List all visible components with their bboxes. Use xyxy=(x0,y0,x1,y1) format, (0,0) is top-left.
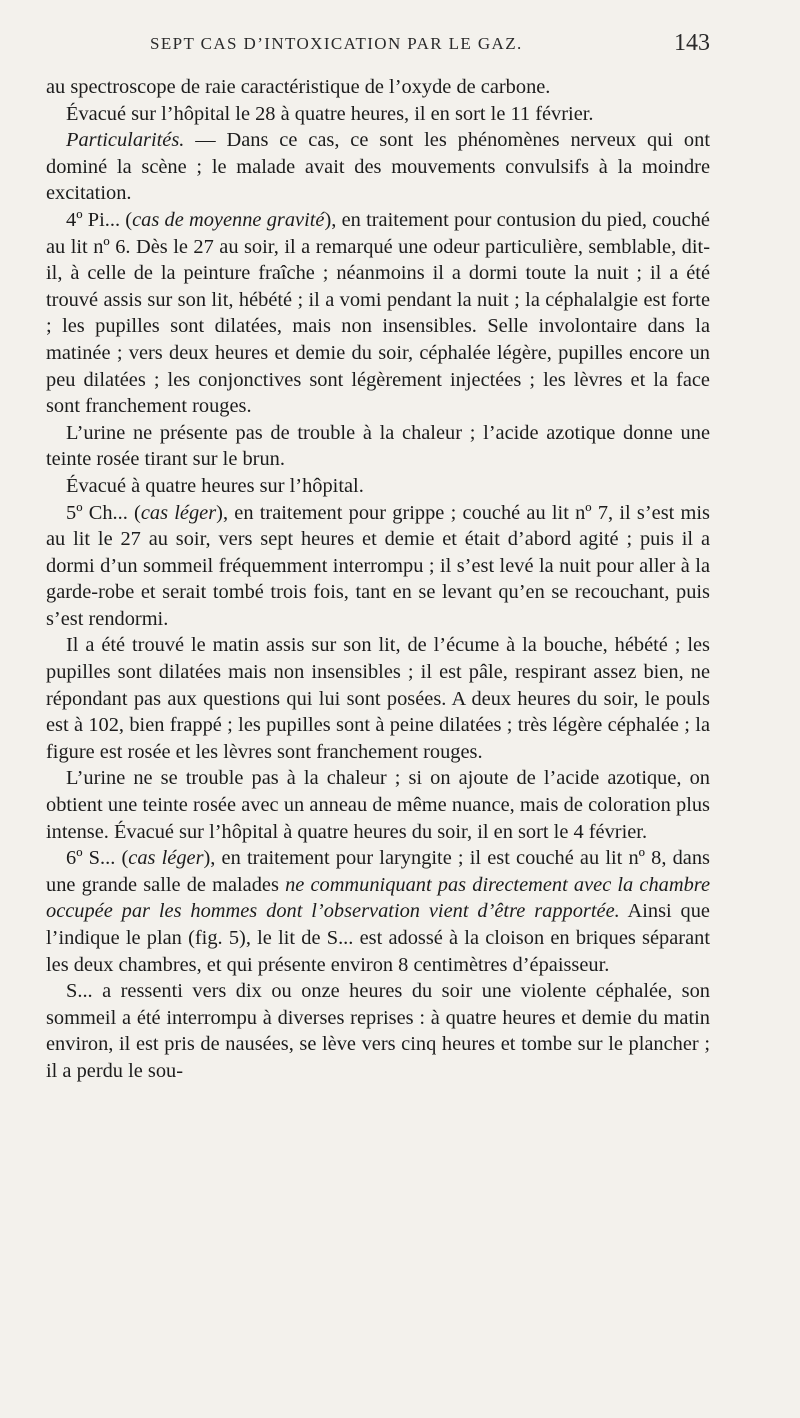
text-run: au spectroscope de raie caractéristique de l’oxyde de carbone. xyxy=(46,76,551,98)
italic-run: Particularités. xyxy=(66,129,185,152)
italic-run: ne communiquant pas directement avec la chambre occupée par les hommes dont l’observation vient d’être rapportée. xyxy=(46,873,710,923)
paragraph xyxy=(46,632,710,765)
text-run: Ainsi que l’indique le plan (fig. 5), le lit de S... est adossé à la cloison en briques séparant les deux chambres, et qui présente environ 8 centimètres d’épaisseur. xyxy=(46,900,710,976)
running-title: SEPT CAS D’INTOXICATION PAR LE GAZ. xyxy=(150,34,523,53)
text-run: Il a été trouvé le matin assis sur son lit, de l’écume à la bouche, hébété ; les pupilles sont dilatées mais non insensibles ; il est pâle, respirant assez bien, ne répondant pas aux questions qui lui sont posées. A deux heures du soir, le pouls est à 102, bien frappé ; les pupilles sont à peine dilatées ; très légère céphalée ; la figure est rosée et les lèvres sont franchement rouges. xyxy=(46,634,710,763)
paragraph xyxy=(46,765,710,845)
paragraph xyxy=(46,978,710,1084)
text-run: L’urine ne se trouble pas à la chaleur ; si on ajoute de l’acide azotique, on obtient une teinte rosée avec un anneau de même nuance, mais de coloration plus intense. Évacué sur l’hôpital à quatre heures du soir, il en sort le 4 février. xyxy=(46,767,710,843)
paragraph xyxy=(46,127,710,207)
italic-run: cas léger xyxy=(140,501,217,524)
text-run: ), en traitement pour laryngite ; il est couché au lit nº 8, dans une grande salle de malades xyxy=(46,847,710,896)
text-run: Évacué sur l’hôpital le 28 à quatre heures, il en sort le 11 février. xyxy=(66,102,594,125)
paragraph xyxy=(46,420,710,473)
page-number: 143 xyxy=(674,30,710,56)
paragraph xyxy=(46,845,710,978)
text-run: — Dans ce cas, ce sont les phénomènes nerveux qui ont dominé la scène ; le malade avait des mouvements convulsifs à la moindre excitation. xyxy=(46,129,710,205)
text-run: 5º Ch... ( xyxy=(66,501,141,524)
text-run: 6º S... ( xyxy=(66,847,129,870)
running-head xyxy=(150,30,710,64)
italic-run: cas de moyenne gravité xyxy=(132,208,325,231)
text-run: ), en traitement pour grippe ; couché au lit nº 7, il s’est mis au lit le 27 au soir, vers sept heures et demie et était d’abord agité ; puis il a dormi d’un sommeil fréquemment interrompu ; il s’est levé la nuit pour aller à la garde-robe et serait tombé trois fois, tant en se levant qu’en se recouchant, puis s’est rendormi. xyxy=(46,501,710,630)
text-run: 4º Pi... ( xyxy=(66,208,133,231)
paragraph xyxy=(46,74,710,101)
text-run: ), en traitement pour contusion du pied, couché au lit nº 6. Dès le 27 au soir, il a remarqué une odeur particulière, semblable, dit-il, à celle de la peinture fraîche ; néanmoins il a dormi toute la nuit ; il a été trouvé assis sur son lit, hébété ; il a vomi pendant la nuit ; la céphalalgie est forte ; les pupilles sont dilatées, mais non insensibles. Selle involontaire dans la matinée ; vers deux heures et demie du soir, céphalée légère, pupilles encore un peu dilatées ; les conjonctives sont légèrement injectées ; les lèvres et la face sont franchement rouges. xyxy=(46,208,710,418)
paragraph xyxy=(46,101,710,128)
body-text xyxy=(46,74,710,1085)
paragraph xyxy=(46,500,710,633)
paragraph xyxy=(46,473,710,500)
text-run: L’urine ne présente pas de trouble à la chaleur ; l’acide azotique donne une teinte rosée tirant sur le brun. xyxy=(46,421,710,471)
paragraph xyxy=(46,207,710,420)
text-run: S... a ressenti vers dix ou onze heures du soir une violente céphalée, son sommeil a été interrompu à diverses reprises : à quatre heures et demie du matin environ, il est pris de nausées, se lève vers cinq heures et tombe sur le plancher ; il a perdu le sou- xyxy=(46,980,710,1082)
text-run: Évacué à quatre heures sur l’hôpital. xyxy=(66,474,364,497)
italic-run: cas léger xyxy=(128,847,204,870)
